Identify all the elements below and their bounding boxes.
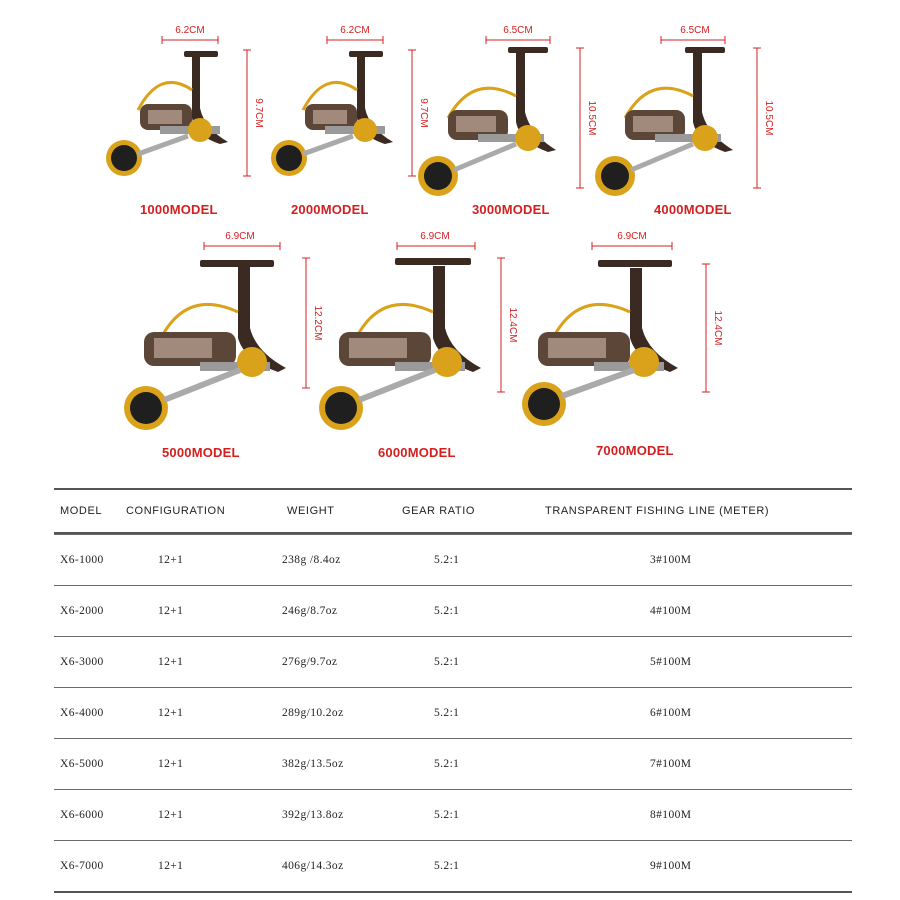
cell-model: X6-2000 xyxy=(60,605,104,617)
cell-fishing-line: 6#100M xyxy=(650,707,692,719)
height-dimension xyxy=(497,258,518,392)
cell-fishing-line: 9#100M xyxy=(650,860,692,872)
reel-card-5000 xyxy=(120,228,323,438)
width-dimension xyxy=(327,25,383,44)
model-label-1000: 1000MODEL xyxy=(140,202,218,217)
width-dimension xyxy=(397,231,475,250)
reel-body xyxy=(124,260,286,430)
table-row xyxy=(54,789,852,840)
cell-model: X6-3000 xyxy=(60,656,104,668)
cell-configuration: 12+1 xyxy=(158,554,184,566)
reel-body xyxy=(271,51,393,176)
width-value: 6.9CM xyxy=(225,231,255,242)
cell-fishing-line: 8#100M xyxy=(650,809,692,821)
width-value: 6.5CM xyxy=(680,25,710,36)
spec-table xyxy=(54,488,852,893)
cell-configuration: 12+1 xyxy=(158,707,184,719)
height-value: 12.4CM xyxy=(507,307,518,343)
header-model: MODEL xyxy=(60,505,103,517)
cell-configuration: 12+1 xyxy=(158,605,184,617)
model-label-3000: 3000MODEL xyxy=(472,202,550,217)
height-dimension xyxy=(576,48,597,188)
model-label-4000: 4000MODEL xyxy=(654,202,732,217)
table-row xyxy=(54,636,852,687)
table-row xyxy=(54,687,852,738)
cell-weight: 289g/10.2oz xyxy=(282,707,344,719)
header-weight: WEIGHT xyxy=(287,505,335,517)
width-value: 6.9CM xyxy=(617,231,647,242)
height-value: 10.5CM xyxy=(586,100,597,136)
model-label-7000: 7000MODEL xyxy=(596,443,674,458)
width-value: 6.2CM xyxy=(175,25,205,36)
header-gear-ratio: GEAR RATIO xyxy=(402,505,476,517)
cell-model: X6-4000 xyxy=(60,707,104,719)
width-value: 6.5CM xyxy=(503,25,533,36)
cell-model: X6-1000 xyxy=(60,554,104,566)
cell-configuration: 12+1 xyxy=(158,758,184,770)
reel-body xyxy=(418,47,556,196)
cell-gear-ratio: 5.2:1 xyxy=(434,809,460,821)
width-dimension xyxy=(486,25,550,44)
width-dimension xyxy=(661,25,725,44)
cell-gear-ratio: 5.2:1 xyxy=(434,656,460,668)
cell-model: X6-6000 xyxy=(60,809,104,821)
cell-fishing-line: 3#100M xyxy=(650,554,692,566)
table-row xyxy=(54,840,852,893)
reel-body xyxy=(319,258,481,430)
reel-card-3000 xyxy=(418,18,618,228)
reel-3000-illustration xyxy=(418,18,618,218)
height-value: 9.7CM xyxy=(253,98,264,128)
width-dimension xyxy=(592,231,672,250)
reel-card-7000 xyxy=(520,228,723,438)
table-header-row xyxy=(54,488,852,534)
reel-6000-illustration xyxy=(315,228,518,438)
cell-gear-ratio: 5.2:1 xyxy=(434,860,460,872)
model-label-2000: 2000MODEL xyxy=(291,202,369,217)
cell-weight: 382g/13.5oz xyxy=(282,758,344,770)
cell-weight: 276g/9.7oz xyxy=(282,656,338,668)
model-label-6000: 6000MODEL xyxy=(378,445,456,460)
cell-configuration: 12+1 xyxy=(158,809,184,821)
cell-gear-ratio: 5.2:1 xyxy=(434,554,460,566)
cell-gear-ratio: 5.2:1 xyxy=(434,758,460,770)
height-dimension xyxy=(243,50,264,176)
cell-weight: 392g/13.8oz xyxy=(282,809,344,821)
reel-body xyxy=(522,260,678,426)
reel-card-6000 xyxy=(315,228,518,438)
cell-model: X6-5000 xyxy=(60,758,104,770)
cell-weight: 246g/8.7oz xyxy=(282,605,338,617)
table-row xyxy=(54,738,852,789)
height-value: 10.5CM xyxy=(763,100,774,136)
cell-fishing-line: 4#100M xyxy=(650,605,692,617)
cell-fishing-line: 7#100M xyxy=(650,758,692,770)
cell-configuration: 12+1 xyxy=(158,656,184,668)
height-dimension xyxy=(702,264,723,392)
width-dimension xyxy=(162,25,218,44)
reel-card-4000 xyxy=(595,18,795,228)
reel-body xyxy=(106,51,228,176)
header-configuration: CONFIGURATION xyxy=(126,505,226,517)
header-fishing-line: TRANSPARENT FISHING LINE (METER) xyxy=(545,505,770,517)
height-value: 12.2CM xyxy=(312,305,323,341)
cell-model: X6-7000 xyxy=(60,860,104,872)
width-value: 6.9CM xyxy=(420,231,450,242)
model-label-5000: 5000MODEL xyxy=(162,445,240,460)
table-row xyxy=(54,585,852,636)
height-value: 12.4CM xyxy=(712,310,723,346)
height-dimension xyxy=(753,48,774,188)
table-row xyxy=(54,534,852,585)
reel-body xyxy=(595,47,733,196)
cell-configuration: 12+1 xyxy=(158,860,184,872)
cell-weight: 406g/14.3oz xyxy=(282,860,344,872)
reel-5000-illustration xyxy=(120,228,323,438)
width-dimension xyxy=(204,231,280,250)
cell-weight: 238g /8.4oz xyxy=(282,554,341,566)
height-value: 9.7CM xyxy=(418,98,429,128)
table-body xyxy=(54,534,852,893)
cell-gear-ratio: 5.2:1 xyxy=(434,605,460,617)
reel-7000-illustration xyxy=(520,228,723,438)
reel-4000-illustration xyxy=(595,18,795,218)
cell-fishing-line: 5#100M xyxy=(650,656,692,668)
width-value: 6.2CM xyxy=(340,25,370,36)
cell-gear-ratio: 5.2:1 xyxy=(434,707,460,719)
